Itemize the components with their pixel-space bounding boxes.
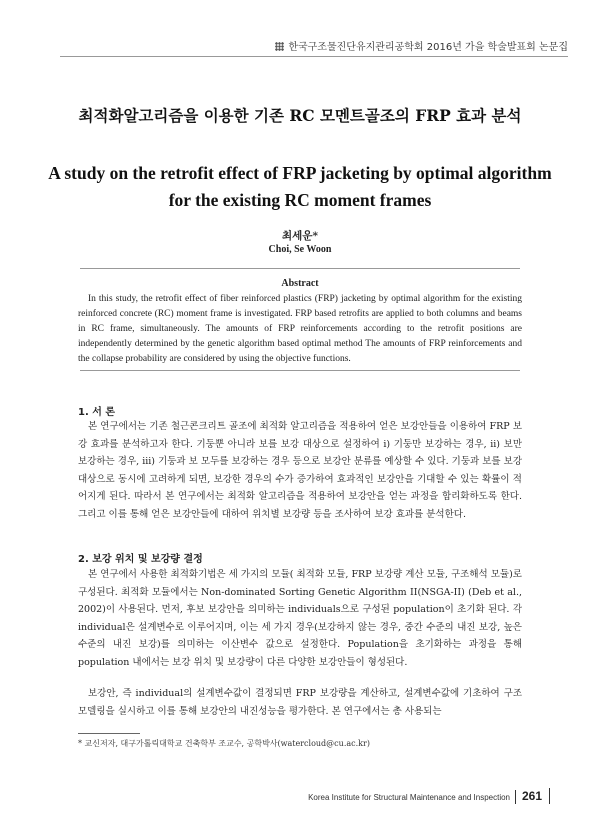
footnote: * 교신저자, 대구가톨릭대학교 건축학부 조교수, 공학박사(watercloud@cu.ac.kr)	[78, 739, 370, 748]
abstract-text: In this study, the retrofit effect of fiber reinforced plastics (FRP) jacketing by optimal algorithm for the existing reinforced concrete (RC) moment frame is investigated. FRP based retrofits are applied to both columns and beams in RC frame, simultaneously. The amounts of FRP reinforcements according to the retrofit positions are independently determined by the genetic algorithm based optimal method The amounts of FRP reinforcements and the collapse probability are considered by using the objective functions.	[78, 294, 522, 364]
author-korean: 최세운*	[282, 230, 318, 242]
page-number: 261	[521, 789, 542, 803]
abstract-bottom-rule	[80, 370, 520, 371]
header-dot-icon	[275, 42, 284, 51]
page-number-divider	[549, 788, 550, 804]
footer-divider	[515, 790, 516, 804]
footnote-rule	[78, 733, 140, 734]
author-english: Choi, Se Woon	[268, 244, 332, 255]
section-2-heading: 2. 보강 위치 및 보강량 결정	[78, 554, 203, 565]
running-header	[0, 38, 568, 53]
english-title: A study on the retrofit effect of FRP jacketing by optimal algorithm for the existing RC moment frames	[48, 163, 552, 210]
section-1-paragraph: 본 연구에서는 기존 철근콘크리트 골조에 최적화 알고리즘을 적용하여 얻은 보강안들을 이용하여 FRP 보강 효과를 분석하고자 한다. 기둥뿐 아니라 보를 보강 대상으로 설정하여 i) 기둥만 보강하는 경우, ii) 보만 보강하는 경우, iii) 기둥과 보 모두를 보강하는 경우 등으로 보강안 분류를 예상할 수 있다. 기둥과 보를 보강 대상으로 동시에 고려하게 되면, 보강한 경우의 수가 증가하여 효과적인 보강안을 기대할 수 있는 확률이 적어지게 된다. 따라서 본 연구에서는 최적화 알고리즘을 적용하여 보강안을 얻는 과정을 합리화하도록 한다. 그리고 이를 통해 얻은 보강안들에 대하여 위치별 보강량 등을 조사하여 보강 효과를 분석한다.	[78, 421, 522, 520]
korean-title: 최적화알고리즘을 이용한 기존 RC 모멘트골조의 FRP 효과 분석	[78, 106, 522, 125]
section-2-paragraph-2: 보강안, 즉 individual의 설계변수값이 결정되면 FRP 보강량을 계산하고, 설계변수값에 기초하여 구조모델링을 실시하고 이를 통해 보강안의 내진성능을 평가한다. 본 연구에서는 총 사용되는	[78, 688, 522, 717]
header-rule	[60, 56, 568, 57]
abstract-top-rule	[80, 268, 520, 269]
running-header-text: 한국구조물진단유지관리공학회 2016년 가을 학술발표회 논문집	[288, 42, 568, 53]
section-2-paragraph-1: 본 연구에서 사용한 최적화기법은 세 가지의 모듈( 최적화 모듈, FRP 보강량 계산 모듈, 구조해석 모듈)로 구성된다. 최적화 모듈에서는 Non-dominated Sorting Genetic Algorithm II(NSGA-II) (Deb et al., 2002)이 사용된다. 먼저, 후보 보강안을 의미하는 individuals으로 구성된 population이 초기화 된다. 각 individual은 설계변수로 이루어지며, 이는 세 가지 경우(보강하지 않는 경우, 중간 수준의 내진 보강, 높은 수준의 내진 보강)를 의미하는 이산변수 값으로 설정한다. Population을 초기화하는 과정을 통해 population 내에서는 보강 위치 및 보강량이 다른 다양한 보강안들이 형성된다.	[78, 569, 522, 668]
abstract-heading: Abstract	[281, 278, 319, 289]
section-1-heading: 1. 서 론	[78, 407, 116, 418]
footer-text: Korea Institute for Structural Maintenance and Inspection	[308, 793, 510, 802]
